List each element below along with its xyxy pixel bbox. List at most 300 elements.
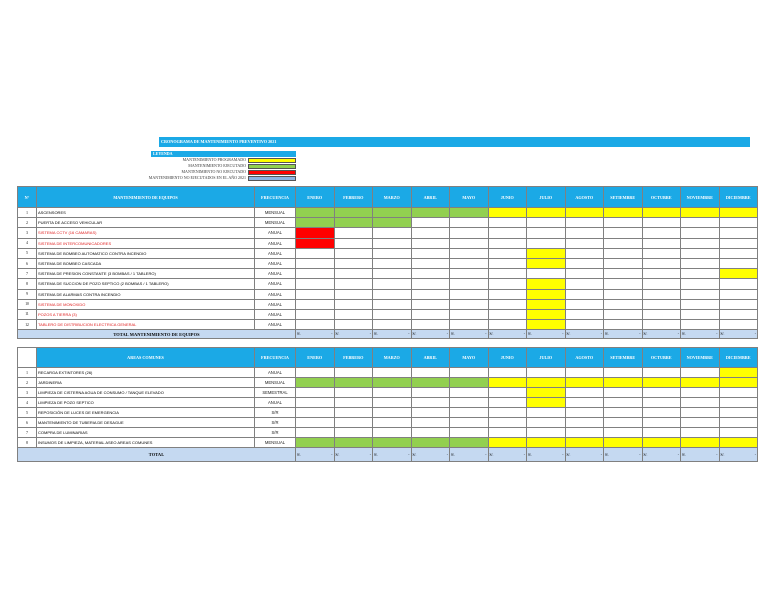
month-cell xyxy=(450,228,489,238)
month-cell xyxy=(450,208,489,218)
total-cell: S/. - xyxy=(488,330,527,339)
legend-label: MANTENIMIENTO EJECUTADO xyxy=(188,163,246,168)
header-month: SETIEMBRE xyxy=(604,348,643,368)
month-cell xyxy=(411,418,450,428)
row-name: JARDINERIA xyxy=(37,378,255,388)
month-cell xyxy=(719,428,758,438)
month-cell xyxy=(719,299,758,309)
common-total-label: TOTAL xyxy=(18,448,296,462)
total-cell: S/. - xyxy=(565,330,604,339)
month-cell xyxy=(527,269,566,279)
table-row xyxy=(18,408,758,418)
legend xyxy=(100,157,296,181)
month-cell xyxy=(334,378,373,388)
total-cell: S/. - xyxy=(719,330,758,339)
row-number: 1 xyxy=(18,208,37,218)
month-cell xyxy=(296,378,335,388)
month-cell xyxy=(296,248,335,258)
month-cell xyxy=(527,208,566,218)
month-cell xyxy=(719,320,758,330)
row-name: TABLERO DE DISTRIBUCION ELECTRICA GENERAL xyxy=(37,320,255,330)
table-row xyxy=(18,299,758,309)
month-cell xyxy=(604,378,643,388)
row-frequency: ANUAL xyxy=(255,398,296,408)
header-blank xyxy=(18,348,37,368)
month-cell xyxy=(450,438,489,448)
row-name: SISTEMA DE PRESION CONSTANTE (3 BOMBAS / 1 TABLERO) xyxy=(37,269,255,279)
header-frequency: FRECUENCIA xyxy=(255,187,296,208)
row-frequency: ANUAL xyxy=(255,228,296,238)
month-cell xyxy=(527,309,566,319)
total-cell: S/. - xyxy=(604,448,643,462)
month-cell xyxy=(604,289,643,299)
total-cell: S/. - xyxy=(334,330,373,339)
month-cell xyxy=(488,248,527,258)
month-cell xyxy=(296,228,335,238)
month-cell xyxy=(488,228,527,238)
header-month: NOVIEMBRE xyxy=(681,187,720,208)
table-row xyxy=(18,269,758,279)
month-cell xyxy=(642,368,681,378)
month-cell xyxy=(527,428,566,438)
legend-swatch xyxy=(248,164,296,169)
row-name: MANTENIMIENTO DE TUBERIA DE DESAGUE xyxy=(37,418,255,428)
month-cell xyxy=(565,248,604,258)
month-cell xyxy=(373,368,412,378)
month-cell xyxy=(334,428,373,438)
header-month: FEBRERO xyxy=(334,187,373,208)
month-cell xyxy=(296,368,335,378)
month-cell xyxy=(642,408,681,418)
row-number: 2 xyxy=(18,378,37,388)
month-cell xyxy=(565,289,604,299)
month-cell xyxy=(604,398,643,408)
header-month: OCTUBRE xyxy=(642,187,681,208)
month-cell xyxy=(681,289,720,299)
month-cell xyxy=(450,378,489,388)
row-frequency: ANUAL xyxy=(255,289,296,299)
table-row xyxy=(18,279,758,289)
row-name: SISTEMA DE ALARMAS CONTRA INCENDIO xyxy=(37,289,255,299)
month-cell xyxy=(642,388,681,398)
month-cell xyxy=(565,398,604,408)
month-cell xyxy=(411,438,450,448)
month-cell xyxy=(296,289,335,299)
month-cell xyxy=(527,418,566,428)
month-cell xyxy=(450,218,489,228)
month-cell xyxy=(681,368,720,378)
total-cell: S/. - xyxy=(527,448,566,462)
table-row xyxy=(18,418,758,428)
equipment-header-row xyxy=(18,187,758,208)
header-month: NOVIEMBRE xyxy=(681,348,720,368)
header-month: JULIO xyxy=(527,348,566,368)
month-cell xyxy=(527,218,566,228)
month-cell xyxy=(296,428,335,438)
month-cell xyxy=(565,309,604,319)
month-cell xyxy=(719,269,758,279)
row-frequency: MENSUAL xyxy=(255,438,296,448)
month-cell xyxy=(642,208,681,218)
month-cell xyxy=(565,218,604,228)
row-name: LIMPIEZA DE POZO SEPTICO xyxy=(37,398,255,408)
common-header-row xyxy=(18,348,758,368)
month-cell xyxy=(719,289,758,299)
month-cell xyxy=(642,398,681,408)
month-cell xyxy=(488,388,527,398)
month-cell xyxy=(719,378,758,388)
month-cell xyxy=(296,258,335,268)
month-cell xyxy=(450,299,489,309)
table-row xyxy=(18,218,758,228)
header-month: MARZO xyxy=(373,187,412,208)
month-cell xyxy=(642,238,681,248)
month-cell xyxy=(565,388,604,398)
month-cell xyxy=(681,378,720,388)
month-cell xyxy=(373,258,412,268)
month-cell xyxy=(450,279,489,289)
month-cell xyxy=(373,289,412,299)
row-number: 12 xyxy=(18,320,37,330)
month-cell xyxy=(604,368,643,378)
month-cell xyxy=(681,299,720,309)
month-cell xyxy=(565,408,604,418)
header-month: OCTUBRE xyxy=(642,348,681,368)
row-name: PUERTA DE ACCESO VEHICULAR xyxy=(37,218,255,228)
total-cell: S/. - xyxy=(334,448,373,462)
row-number: 5 xyxy=(18,408,37,418)
month-cell xyxy=(527,248,566,258)
month-cell xyxy=(604,408,643,418)
month-cell xyxy=(373,279,412,289)
month-cell xyxy=(642,320,681,330)
header-equipment: MANTENIMIENTO DE EQUIPOS xyxy=(37,187,255,208)
header-month: ENERO xyxy=(296,187,335,208)
month-cell xyxy=(488,368,527,378)
month-cell xyxy=(527,320,566,330)
legend-item-not-executed-year xyxy=(100,175,296,181)
legend-label: MANTENIMIENTO PROGRAMADO xyxy=(182,157,246,162)
month-cell xyxy=(604,428,643,438)
month-cell xyxy=(642,299,681,309)
month-cell xyxy=(527,258,566,268)
month-cell xyxy=(681,418,720,428)
table-row xyxy=(18,388,758,398)
total-cell: S/. - xyxy=(296,330,335,339)
month-cell xyxy=(373,418,412,428)
month-cell xyxy=(296,218,335,228)
month-cell xyxy=(565,269,604,279)
month-cell xyxy=(296,320,335,330)
header-month: SETIEMBRE xyxy=(604,187,643,208)
month-cell xyxy=(411,299,450,309)
month-cell xyxy=(450,428,489,438)
month-cell xyxy=(681,398,720,408)
month-cell xyxy=(719,258,758,268)
total-cell: S/. - xyxy=(642,448,681,462)
month-cell xyxy=(373,248,412,258)
table-row xyxy=(18,438,758,448)
row-number: 9 xyxy=(18,289,37,299)
row-frequency: ANUAL xyxy=(255,258,296,268)
month-cell xyxy=(719,388,758,398)
month-cell xyxy=(373,320,412,330)
month-cell xyxy=(681,269,720,279)
month-cell xyxy=(450,320,489,330)
month-cell xyxy=(565,299,604,309)
month-cell xyxy=(488,279,527,289)
row-name: RECARGA EXTINTORES (26) xyxy=(37,368,255,378)
legend-swatch xyxy=(248,176,296,181)
month-cell xyxy=(681,248,720,258)
month-cell xyxy=(719,208,758,218)
month-cell xyxy=(642,418,681,428)
total-cell: S/. - xyxy=(681,448,720,462)
month-cell xyxy=(565,279,604,289)
month-cell xyxy=(604,228,643,238)
month-cell xyxy=(334,279,373,289)
month-cell xyxy=(488,438,527,448)
month-cell xyxy=(296,238,335,248)
month-cell xyxy=(681,428,720,438)
month-cell xyxy=(681,208,720,218)
month-cell xyxy=(488,320,527,330)
month-cell xyxy=(411,398,450,408)
month-cell xyxy=(488,418,527,428)
month-cell xyxy=(681,309,720,319)
row-number: 4 xyxy=(18,398,37,408)
total-cell: S/. - xyxy=(373,448,412,462)
month-cell xyxy=(450,388,489,398)
month-cell xyxy=(411,228,450,238)
month-cell xyxy=(373,438,412,448)
month-cell xyxy=(373,398,412,408)
header-month: AGOSTO xyxy=(565,187,604,208)
month-cell xyxy=(296,438,335,448)
row-name: SISTEMA DE BOMBEO CASCADA xyxy=(37,258,255,268)
month-cell xyxy=(642,289,681,299)
total-cell: S/. - xyxy=(488,448,527,462)
row-frequency: SEMESTRAL xyxy=(255,388,296,398)
month-cell xyxy=(604,438,643,448)
month-cell xyxy=(565,238,604,248)
row-number: 11 xyxy=(18,309,37,319)
table-row xyxy=(18,378,758,388)
legend-swatch xyxy=(248,158,296,163)
schedule-title: CRONOGRAMA DE MANTENIMIENTO PREVENTIVO 2021 xyxy=(159,137,750,147)
month-cell xyxy=(719,218,758,228)
row-number: 3 xyxy=(18,228,37,238)
month-cell xyxy=(527,388,566,398)
month-cell xyxy=(527,438,566,448)
month-cell xyxy=(488,378,527,388)
month-cell xyxy=(604,238,643,248)
row-name: SISTEMA DE SUCCION DE POZO SEPTICO (2 BOMBAS / 1 TABLERO) xyxy=(37,279,255,289)
month-cell xyxy=(719,238,758,248)
month-cell xyxy=(373,378,412,388)
month-cell xyxy=(488,208,527,218)
month-cell xyxy=(450,408,489,418)
month-cell xyxy=(604,388,643,398)
month-cell xyxy=(334,309,373,319)
month-cell xyxy=(450,418,489,428)
total-cell: S/. - xyxy=(373,330,412,339)
month-cell xyxy=(604,320,643,330)
legend-label: MANTENIMIENTO NO EJECUTADO xyxy=(181,169,246,174)
table-row xyxy=(18,398,758,408)
month-cell xyxy=(411,279,450,289)
header-month: ENERO xyxy=(296,348,335,368)
total-cell: S/. - xyxy=(450,330,489,339)
month-cell xyxy=(334,208,373,218)
row-frequency: MENSUAL xyxy=(255,208,296,218)
month-cell xyxy=(642,248,681,258)
month-cell xyxy=(527,378,566,388)
month-cell xyxy=(296,398,335,408)
month-cell xyxy=(719,418,758,428)
month-cell xyxy=(450,258,489,268)
month-cell xyxy=(450,238,489,248)
month-cell xyxy=(334,238,373,248)
month-cell xyxy=(488,299,527,309)
row-frequency: ANUAL xyxy=(255,248,296,258)
month-cell xyxy=(681,408,720,418)
row-number: 1 xyxy=(18,368,37,378)
month-cell xyxy=(373,309,412,319)
month-cell xyxy=(527,228,566,238)
month-cell xyxy=(488,218,527,228)
month-cell xyxy=(334,248,373,258)
header-month: AGOSTO xyxy=(565,348,604,368)
row-name: SISTEMA DE BOMBEO AUTOMATICO CONTRA INCENDIO xyxy=(37,248,255,258)
row-frequency: S/R xyxy=(255,428,296,438)
month-cell xyxy=(719,408,758,418)
month-cell xyxy=(334,299,373,309)
month-cell xyxy=(642,228,681,238)
month-cell xyxy=(411,258,450,268)
month-cell xyxy=(719,309,758,319)
equipment-total-label: TOTAL MANTENIMIENTO DE EQUIPOS xyxy=(18,330,296,339)
header-month: MAYO xyxy=(450,348,489,368)
month-cell xyxy=(296,309,335,319)
header-month: ABRIL xyxy=(411,348,450,368)
month-cell xyxy=(296,418,335,428)
month-cell xyxy=(488,428,527,438)
month-cell xyxy=(527,368,566,378)
month-cell xyxy=(411,388,450,398)
month-cell xyxy=(450,289,489,299)
month-cell xyxy=(681,228,720,238)
common-areas-schedule-table xyxy=(17,347,758,462)
month-cell xyxy=(373,218,412,228)
month-cell xyxy=(719,228,758,238)
month-cell xyxy=(565,208,604,218)
month-cell xyxy=(373,269,412,279)
month-cell xyxy=(604,218,643,228)
row-frequency: ANUAL xyxy=(255,279,296,289)
month-cell xyxy=(373,388,412,398)
month-cell xyxy=(642,309,681,319)
month-cell xyxy=(604,299,643,309)
table-row xyxy=(18,208,758,218)
row-frequency: ANUAL xyxy=(255,299,296,309)
total-cell: S/. - xyxy=(565,448,604,462)
row-name: INSUMOS DE LIMPIEZA, MATERIAL ASEO AREAS COMUNES xyxy=(37,438,255,448)
month-cell xyxy=(642,378,681,388)
legend-swatch xyxy=(248,170,296,175)
total-cell: S/. - xyxy=(719,448,758,462)
row-name: SISTEMA DE INTERCOMUNICADORES xyxy=(37,238,255,248)
header-month: JULIO xyxy=(527,187,566,208)
table-row xyxy=(18,309,758,319)
month-cell xyxy=(719,368,758,378)
month-cell xyxy=(373,428,412,438)
legend-label: MANTENIMIENTO NO EJECUTADOS EN EL AÑO 2021 xyxy=(148,175,246,180)
month-cell xyxy=(488,289,527,299)
month-cell xyxy=(411,309,450,319)
month-cell xyxy=(334,289,373,299)
month-cell xyxy=(296,208,335,218)
equipment-total-row xyxy=(18,330,758,339)
row-number: 8 xyxy=(18,438,37,448)
month-cell xyxy=(411,408,450,418)
row-frequency: ANUAL xyxy=(255,269,296,279)
table-row xyxy=(18,320,758,330)
row-number: 6 xyxy=(18,418,37,428)
month-cell xyxy=(334,320,373,330)
table-row xyxy=(18,428,758,438)
header-month: MAYO xyxy=(450,187,489,208)
month-cell xyxy=(488,408,527,418)
month-cell xyxy=(527,279,566,289)
month-cell xyxy=(604,208,643,218)
month-cell xyxy=(681,218,720,228)
month-cell xyxy=(373,238,412,248)
month-cell xyxy=(488,309,527,319)
month-cell xyxy=(565,378,604,388)
row-number: 10 xyxy=(18,299,37,309)
month-cell xyxy=(642,269,681,279)
month-cell xyxy=(296,408,335,418)
table-row xyxy=(18,238,758,248)
month-cell xyxy=(373,299,412,309)
header-month: FEBRERO xyxy=(334,348,373,368)
header-month: DICIEMBRE xyxy=(719,348,758,368)
header-month: ABRIL xyxy=(411,187,450,208)
month-cell xyxy=(565,418,604,428)
month-cell xyxy=(527,238,566,248)
row-number: 7 xyxy=(18,269,37,279)
legend-heading: LEYENDA xyxy=(151,151,296,157)
month-cell xyxy=(334,388,373,398)
month-cell xyxy=(565,258,604,268)
month-cell xyxy=(681,438,720,448)
month-cell xyxy=(450,398,489,408)
month-cell xyxy=(334,438,373,448)
month-cell xyxy=(411,248,450,258)
row-frequency: S/R xyxy=(255,408,296,418)
total-cell: S/. - xyxy=(450,448,489,462)
row-name: SISTEMA CCTV (16 CAMARAS) xyxy=(37,228,255,238)
row-number: 3 xyxy=(18,388,37,398)
table-row xyxy=(18,228,758,238)
month-cell xyxy=(296,279,335,289)
row-name: SISTEMA DE MONOXIDO xyxy=(37,299,255,309)
month-cell xyxy=(450,368,489,378)
month-cell xyxy=(565,228,604,238)
month-cell xyxy=(411,320,450,330)
table-row xyxy=(18,368,758,378)
